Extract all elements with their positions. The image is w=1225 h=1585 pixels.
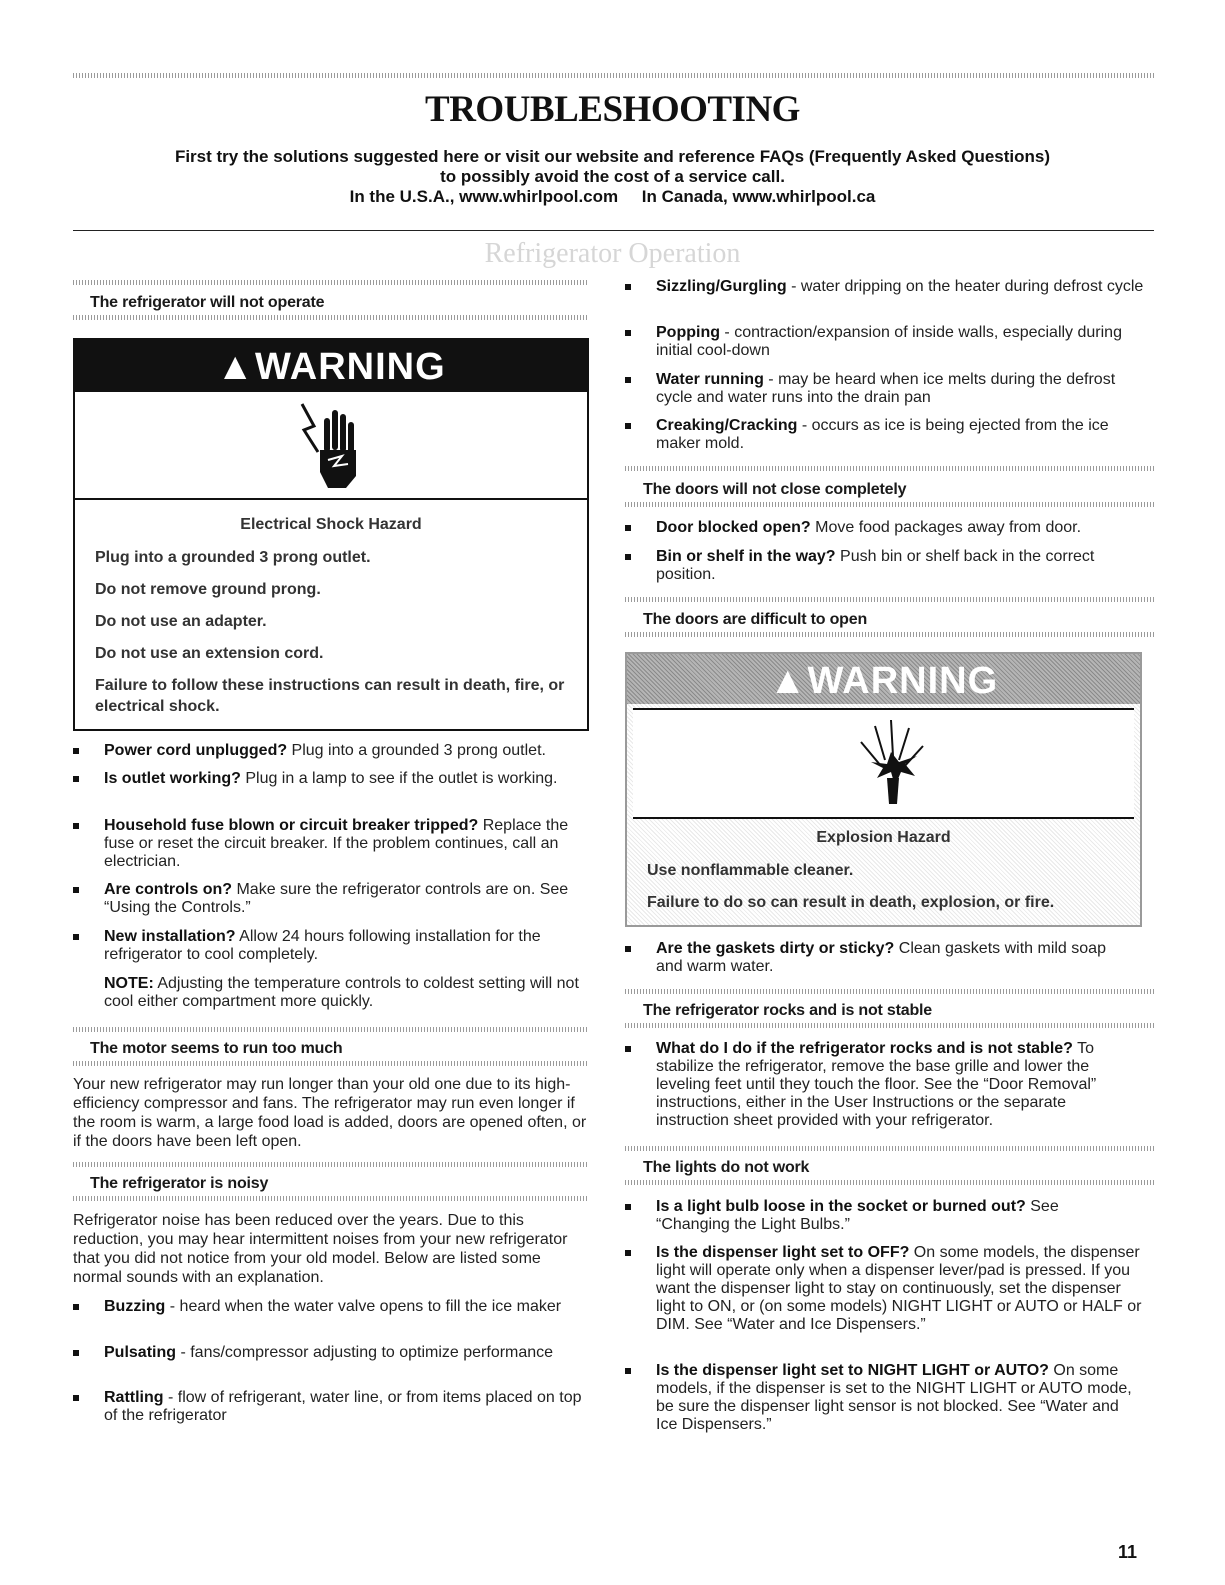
warning-line: Do not use an extension cord. [95, 645, 324, 662]
electrical-shock-hand-icon [298, 400, 368, 492]
bullet-text: - flow of refrigerant, water line, or from items placed on top of the refrigerator [104, 1389, 582, 1424]
bullet-square-icon [625, 1368, 631, 1374]
warning-divider [75, 498, 587, 500]
bullet-square-icon [625, 946, 631, 952]
bullet-text: - contraction/expansion of inside walls, especially during initial cool-down [656, 324, 1122, 359]
heading-noisy: The refrigerator is noisy [90, 1175, 269, 1192]
bullet-square-icon [73, 1395, 79, 1401]
warning-box-electrical [73, 338, 589, 731]
heading-doors-close: The doors will not close completely [643, 481, 907, 498]
explosion-icon [851, 716, 931, 808]
hazard-title: Electrical Shock Hazard [240, 516, 422, 533]
bullet-bold: Creaking/Cracking [656, 417, 798, 434]
bullet-bold: Pulsating [104, 1344, 177, 1361]
subhead-hatch [73, 1027, 589, 1032]
bullet-text: - heard when the water valve opens to fill the ice maker [165, 1298, 562, 1315]
bullet-square-icon [73, 1350, 79, 1356]
subhead-hatch [625, 1146, 1155, 1151]
bullet-square-icon [73, 934, 79, 940]
bullet-square-icon [625, 284, 631, 290]
subhead-hatch [625, 502, 1155, 507]
noisy-paragraph: Refrigerator noise has been reduced over the years. Due to this reduction, you may hear intermittent noises from your new refrigerator that you did not notice from your old model. Below are listed some normal sounds with an explanation. [73, 1212, 568, 1286]
subhead-hatch [73, 1162, 589, 1167]
warning-triangle-icon: ▲ [216, 346, 255, 388]
top-border [73, 73, 1154, 78]
bullet-square-icon [625, 377, 631, 383]
bullet-text: On some models, the dispenser light will operate only when a dispenser lever/pad is pressed. If you want the dispenser light to stay on continuously, set the dispenser light to ON, or (on some models) NIGHT LIGHT or AUTO or HALF or DIM. See “Water and Ice Dispensers.” [656, 1244, 1142, 1333]
bullet-text: Plug in a lamp to see if the outlet is working. [240, 770, 558, 787]
note [104, 975, 590, 1011]
bullet-bold: Sizzling/Gurgling [656, 278, 787, 295]
subhead-hatch [73, 1061, 589, 1066]
bullet-bold: Power cord unplugged? [104, 742, 288, 759]
motor-paragraph: Your new refrigerator may run longer than your old one due to its high-efficiency compressor and fans. The refrigerator may run even longer if the room is warm, a large food load is added, doors are opened often, or if the doors have been left open. [73, 1076, 587, 1150]
heading-lights: The lights do not work [643, 1159, 810, 1176]
bullet-text: See “Changing the Light Bulbs.” [656, 1198, 1059, 1233]
bullet-text: Replace the fuse or reset the circuit breaker. If the problem continues, call an electrician. [104, 817, 569, 870]
bullet-bold: Are the gaskets dirty or sticky? [656, 940, 895, 957]
page-number: 11 [1118, 1542, 1138, 1562]
heading-not-operate: The refrigerator will not operate [90, 294, 325, 311]
heading-motor: The motor seems to run too much [90, 1040, 343, 1057]
subhead-hatch [73, 280, 589, 285]
bullet-bold: Buzzing [104, 1298, 166, 1315]
bullet-square-icon [625, 554, 631, 560]
intro-line-3: In the U.S.A., www.whirlpool.com In Canada, www.whirlpool.ca [349, 187, 876, 206]
warning-label: WARNING [254, 346, 446, 388]
bullet-bold: Water running [656, 371, 764, 388]
bullet-square-icon [73, 887, 79, 893]
warning-banner [627, 654, 1140, 704]
bullet-text: Make sure the refrigerator controls are on. See “Using the Controls.” [104, 881, 569, 916]
hazard-title: Explosion Hazard [816, 829, 951, 846]
warning-line: Do not use an adapter. [95, 613, 267, 630]
bullet-text: On some models, if the dispenser is set to the NIGHT LIGHT or AUTO mode, be sure the dispenser light sensor is not blocked. See “Water and Ice Dispensers.” [656, 1362, 1132, 1433]
subhead-hatch [625, 989, 1155, 994]
intro-line-2: to possibly avoid the cost of a service call. [440, 167, 785, 186]
bullet-square-icon [625, 1204, 631, 1210]
intro-line-1: First try the solutions suggested here or visit our website and reference FAQs (Frequently Asked Questions) [174, 147, 1051, 166]
subhead-hatch [625, 632, 1155, 637]
warning-line: Use nonflammable cleaner. [647, 862, 854, 879]
bullet-text: Move food packages away from door. [810, 519, 1082, 536]
section-title: Refrigerator Operation [484, 238, 741, 269]
bullet-text: - water dripping on the heater during defrost cycle [786, 278, 1144, 295]
warning-triangle-icon: ▲ [768, 660, 808, 702]
bullet-text: Plug into a grounded 3 prong outlet. [287, 742, 546, 759]
bullet-bold: Are controls on? [104, 881, 233, 898]
warning-line: Plug into a grounded 3 prong outlet. [95, 549, 371, 566]
subhead-hatch [625, 597, 1155, 602]
bullet-text: - fans/compressor adjusting to optimize performance [176, 1344, 554, 1361]
bullet-square-icon [625, 330, 631, 336]
heading-doors-open: The doors are difficult to open [643, 611, 868, 628]
subhead-hatch [625, 466, 1155, 471]
subhead-hatch [73, 1196, 589, 1201]
warning-line: Failure to do so can result in death, explosion, or fire. [647, 894, 1055, 911]
note-label: NOTE: [104, 975, 154, 992]
note-text: Adjusting the temperature controls to coldest setting will not cool either compartment more quickly. [104, 975, 579, 1010]
bullet-bold: Is the dispenser light set to OFF? [656, 1244, 910, 1261]
bullet-bold: New installation? [104, 928, 236, 945]
bullet-bold: Is outlet working? [104, 770, 241, 787]
bullet-square-icon [73, 776, 79, 782]
bullet-square-icon [625, 423, 631, 429]
bullet-square-icon [73, 1304, 79, 1310]
bullet-text: - may be heard when ice melts during the defrost cycle and water runs into the drain pan [656, 371, 1116, 406]
header-rule [73, 230, 1154, 231]
subhead-hatch [73, 315, 589, 320]
bullet-text: Allow 24 hours following installation for the refrigerator to cool completely. [104, 928, 541, 963]
page-title: TROUBLESHOOTING [425, 89, 800, 130]
bullet-square-icon [625, 1250, 631, 1256]
bullet-bold: Popping [656, 324, 720, 341]
bullet-square-icon [625, 525, 631, 531]
warning-label: WARNING [807, 660, 999, 702]
subhead-hatch [625, 1023, 1155, 1028]
bullet-square-icon [73, 748, 79, 754]
bullet-text: Clean gaskets with mild soap and warm water. [656, 940, 1106, 975]
subhead-hatch [625, 1180, 1155, 1185]
bullet-bold: Household fuse blown or circuit breaker tripped? [104, 817, 479, 834]
bullet-text: Push bin or shelf back in the correct position. [656, 548, 1095, 583]
warning-banner [75, 340, 587, 392]
bullet-bold: What do I do if the refrigerator rocks and is not stable? [656, 1040, 1073, 1057]
bullet-bold: Is the dispenser light set to NIGHT LIGHT or AUTO? [656, 1362, 1049, 1379]
bullet-square-icon [73, 823, 79, 829]
bullet-square-icon [625, 1046, 631, 1052]
heading-rocks: The refrigerator rocks and is not stable [643, 1002, 932, 1019]
bullet-bold: Bin or shelf in the way? [656, 548, 836, 565]
warning-line: Do not remove ground prong. [95, 581, 321, 598]
bullet-bold: Door blocked open? [656, 519, 811, 536]
icon-pane [633, 708, 1134, 819]
warning-line: Failure to follow these instructions can result in death, fire, or electrical shock. [95, 677, 565, 715]
bullet-bold: Rattling [104, 1389, 164, 1406]
bullet-text: - occurs as ice is being ejected from the ice maker mold. [656, 417, 1109, 452]
bullet-bold: Is a light bulb loose in the socket or burned out? [656, 1198, 1026, 1215]
bullet-text: To stabilize the refrigerator, remove the base grille and lower the leveling feet until they touch the floor. See the “Door Removal” instructions, either in the User Instructions or the separate instruction sheet provided with your refrigerator. [656, 1040, 1097, 1129]
warning-box-explosion [625, 652, 1142, 927]
